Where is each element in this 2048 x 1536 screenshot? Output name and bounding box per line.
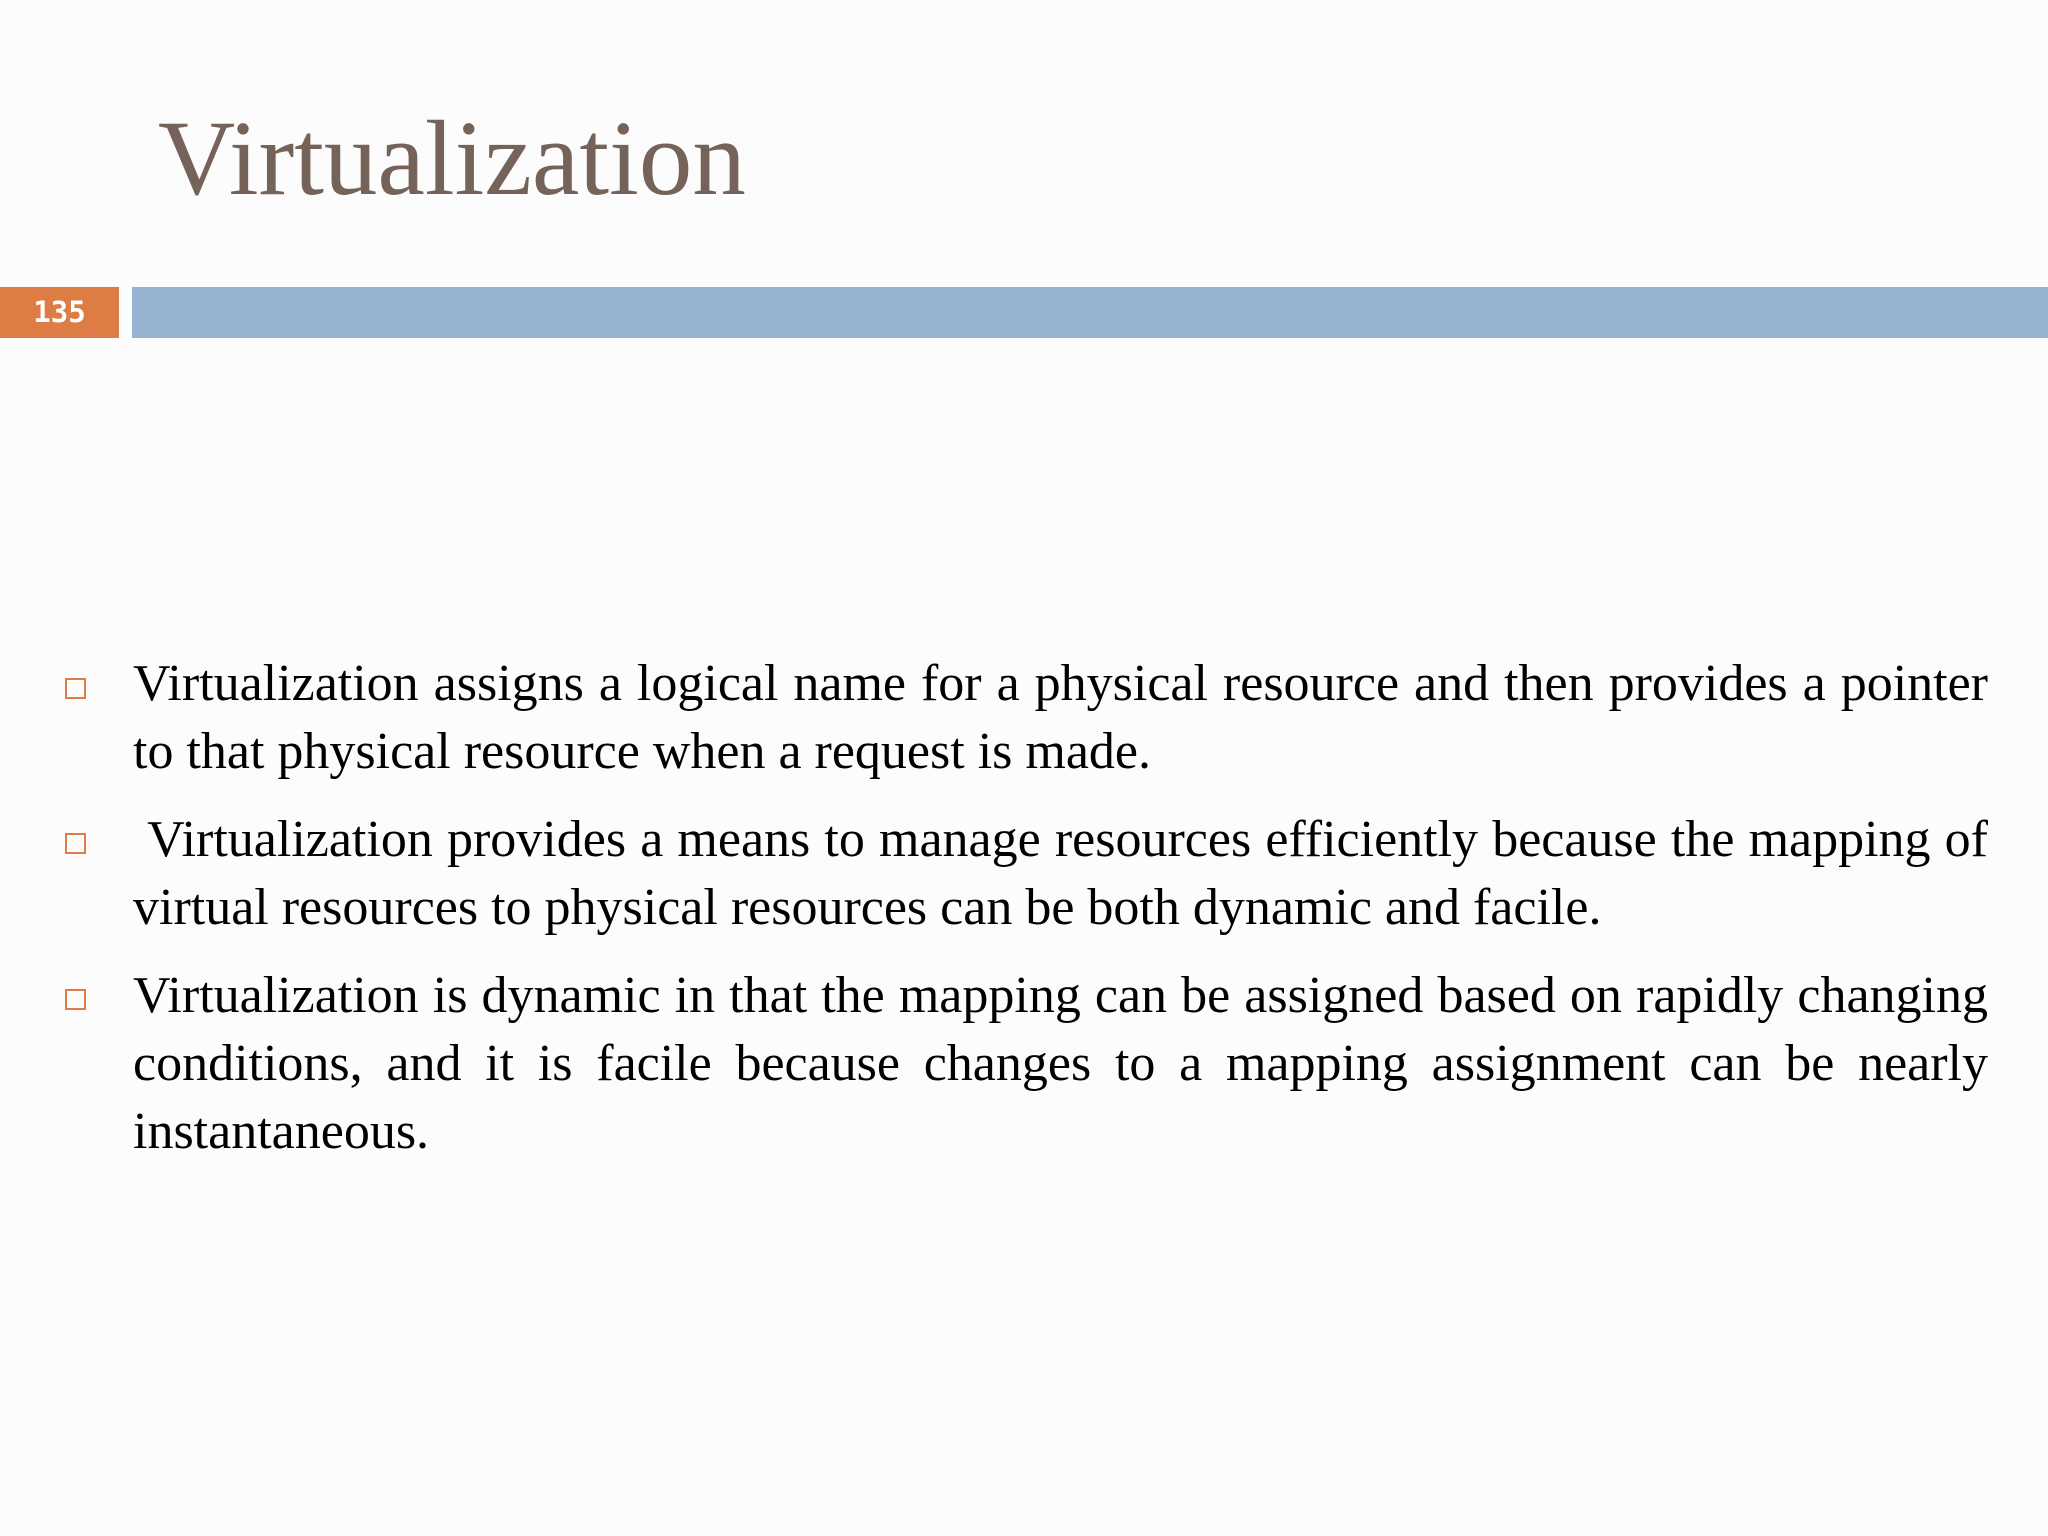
bullet-text: Virtualization provides a means to manage resources efficiently because the mapping of virtual resources to physical resources can be both dynamic and facile. [133,811,2001,936]
slide-number-badge: 135 [0,287,119,338]
title-divider-bar [132,287,2048,338]
hollow-square-bullet-icon [65,678,86,699]
hollow-square-bullet-icon [65,833,86,854]
hollow-square-bullet-icon [65,989,86,1010]
bullet-text: Virtualization is dynamic in that the mapping can be assigned based on rapidly changing conditions, and it is facile because changes to a mapping assignment can be nearly instantaneous. [133,967,1988,1160]
bullet-list [0,650,2048,1186]
bullet-item [0,962,2048,1166]
slide-title: Virtualization [158,100,746,218]
bullet-text: Virtualization assigns a logical name for a physical resource and then provides a pointer to that physical resource when a request is made. [133,655,1988,780]
bullet-item [0,650,2048,786]
bullet-item [0,806,2048,942]
